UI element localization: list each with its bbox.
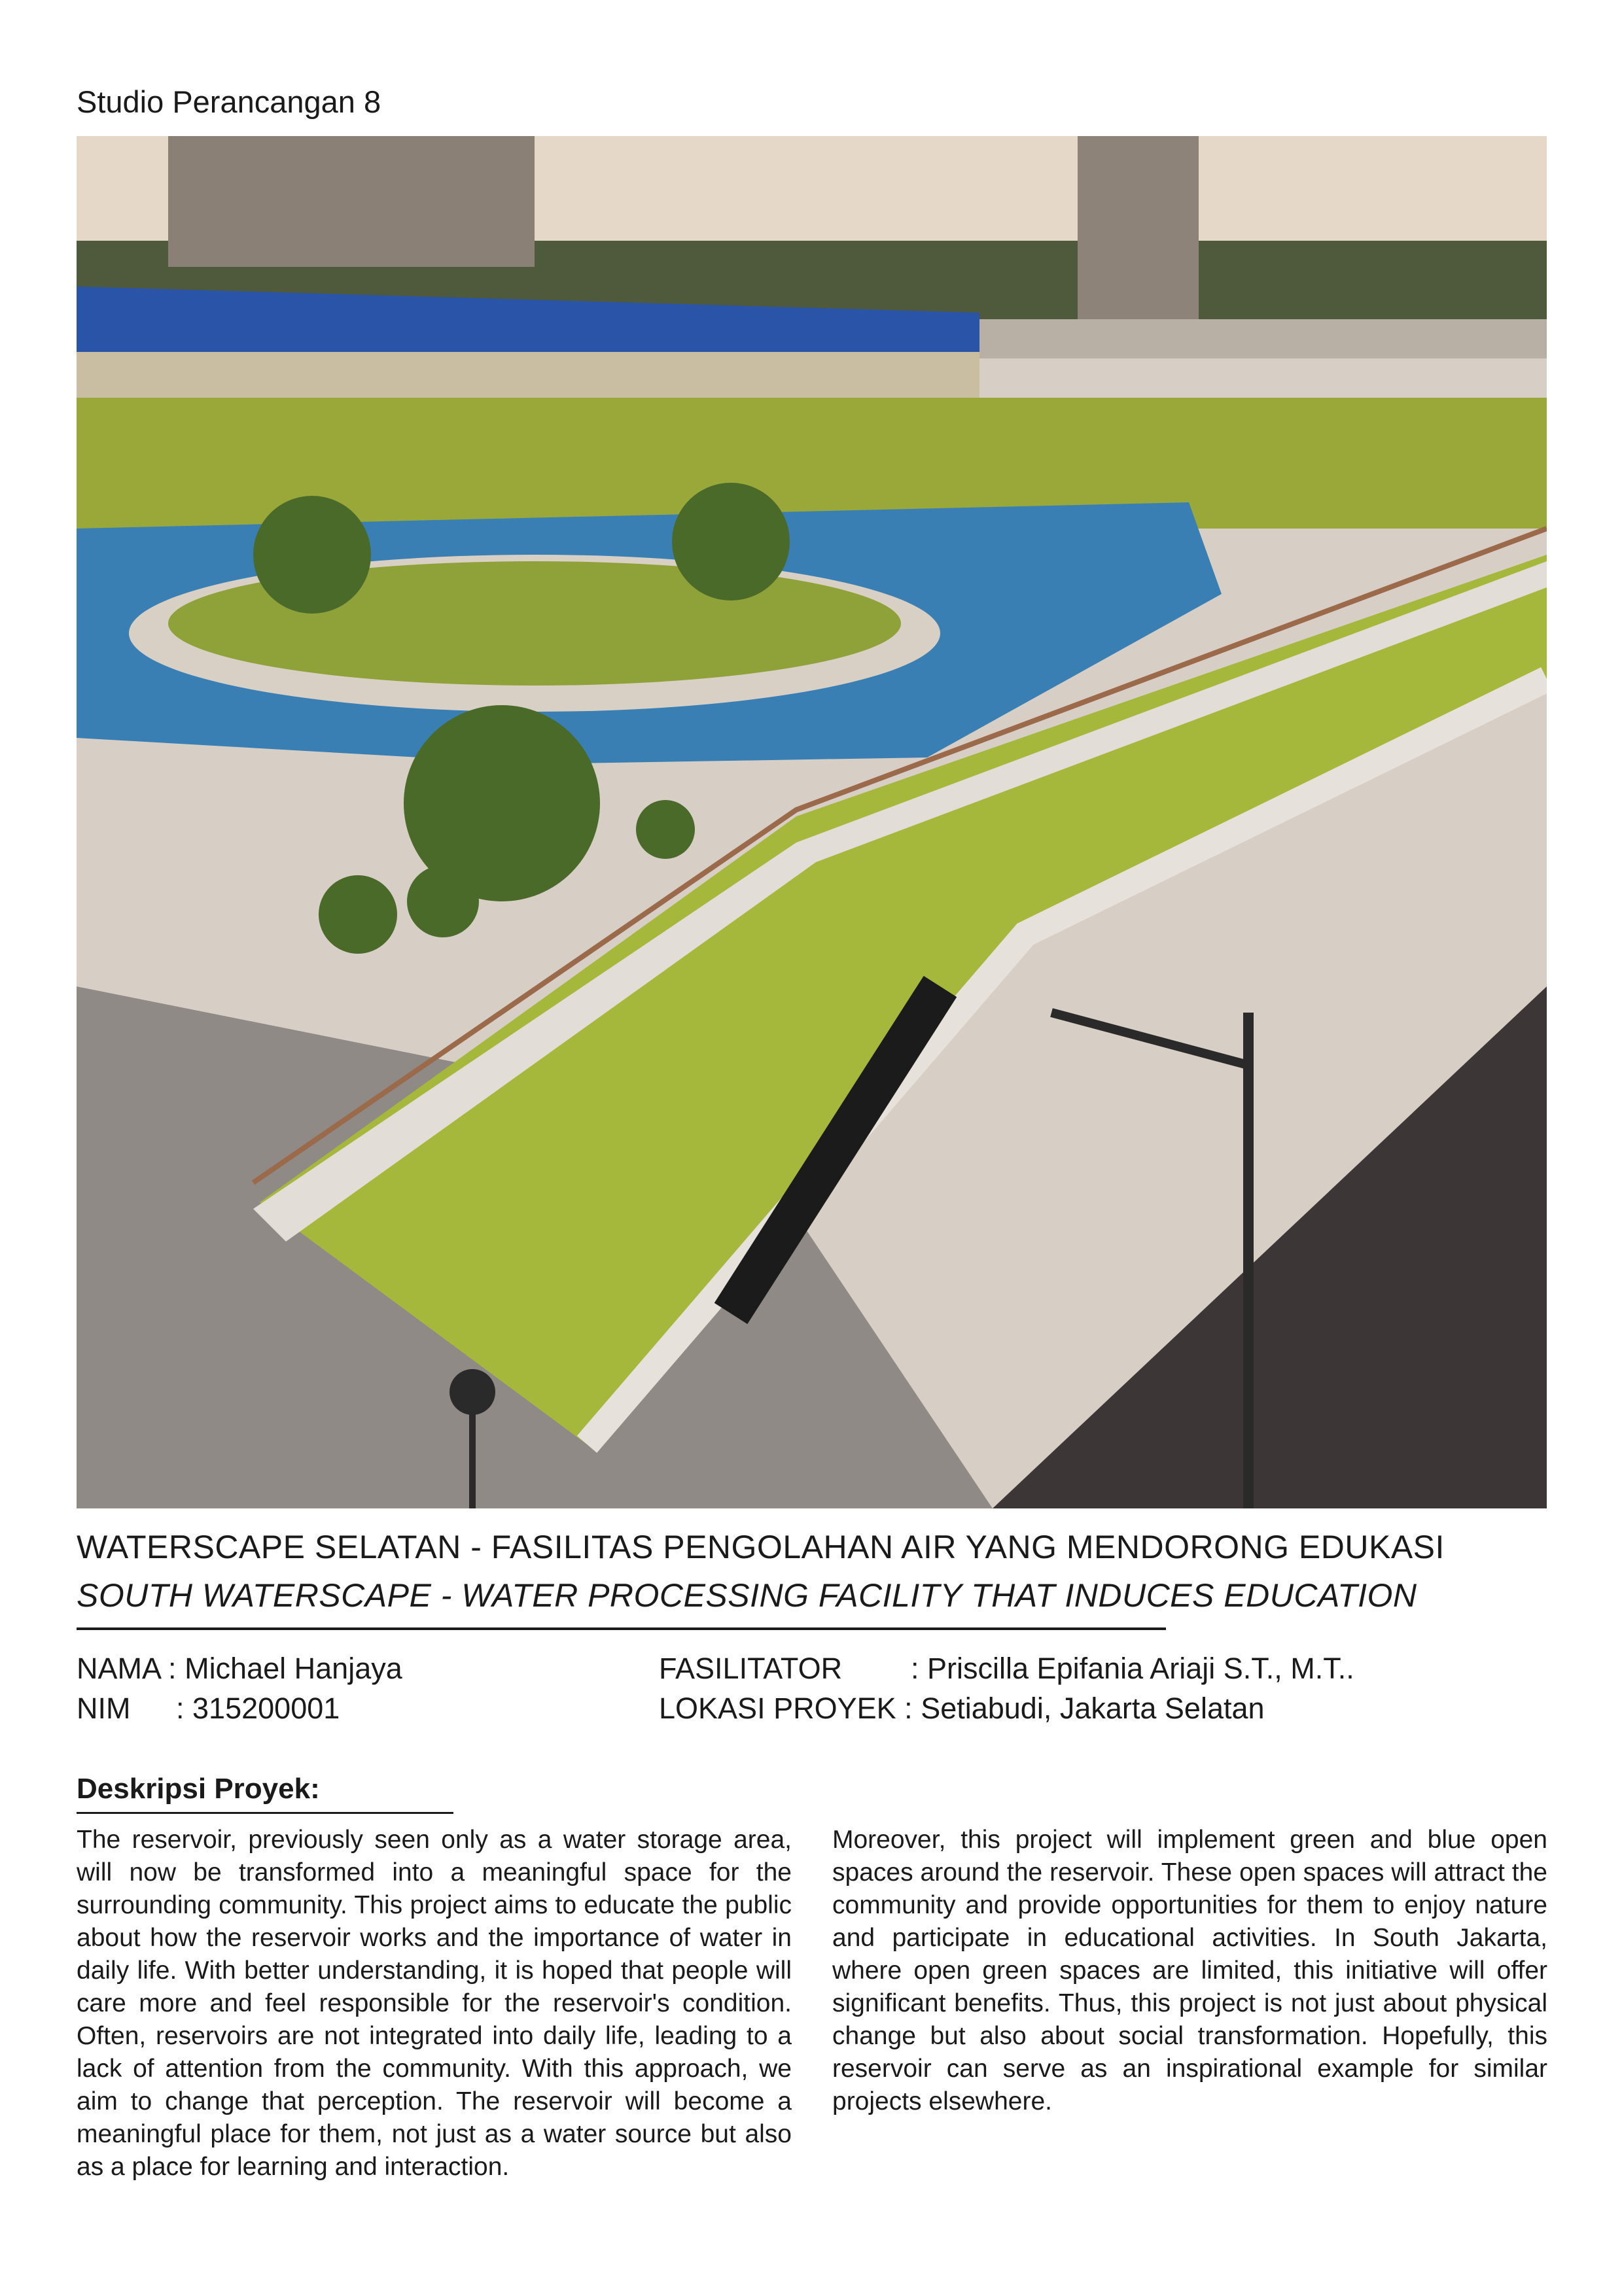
fasilitator-line: [659, 1652, 1354, 1686]
description-heading: Deskripsi Proyek:: [77, 1773, 320, 1805]
description-left-column: The reservoir, previously seen only as a water storage area, will now be transformed into a meaningful space for the surrounding community. This project aims to educate the public about how the reservoir works and the importance of water in daily life. With better understanding, it is hoped that people will care more and feel responsible for the reservoir's condition. Often, reservoirs are not integrated into daily life, leading to a lack of attention from the community. With this approach, we aim to change that perception. The reservoir will become a meaningful place for them, not just as a water source but also as a place for learning and interaction.: [77, 1826, 792, 2181]
project-render-image: [77, 136, 1547, 1508]
fasilitator-separator: :: [911, 1652, 919, 1685]
project-title-english: SOUTH WATERSCAPE - WATER PROCESSING FACILITY THAT INDUCES EDUCATION: [77, 1577, 1417, 1614]
nim-separator: :: [176, 1692, 185, 1725]
render-illustration: [77, 136, 1547, 1508]
nama-line: [77, 1652, 402, 1686]
description-right-column: Moreover, this project will implement green and blue open spaces around the reservoir. These open spaces will attract the community and provide opportunities for them to enjoy nature and participate in educational activities. In South Jakarta, where open green spaces are limited, this initiative will offer significant benefits. Thus, this project is not just about physical change but also about social transformation. Hopefully, this reservoir can serve as an inspirational example for similar projects elsewhere.: [832, 1826, 1547, 2115]
title-divider: [77, 1627, 1166, 1630]
description-divider: [77, 1812, 453, 1814]
project-title-indonesian: WATERSCAPE SELATAN - FASILITAS PENGOLAHAN AIR YANG MENDORONG EDUKASI: [77, 1529, 1445, 1565]
nama-separator: :: [168, 1652, 177, 1685]
nim-value: 315200001: [192, 1692, 340, 1725]
fasilitator-value: Priscilla Epifania Ariaji S.T., M.T..: [927, 1652, 1354, 1685]
nama-value: Michael Hanjaya: [185, 1652, 402, 1685]
lokasi-label: LOKASI PROYEK: [659, 1692, 896, 1725]
lokasi-value: Setiabudi, Jakarta Selatan: [921, 1692, 1265, 1725]
studio-label: Studio Perancangan 8: [77, 84, 381, 119]
lokasi-line: [659, 1692, 1265, 1726]
nama-label-text: NAMA: [77, 1652, 160, 1685]
lokasi-separator: :: [904, 1692, 913, 1725]
nim-label: NIM: [77, 1692, 131, 1725]
nim-line: [77, 1692, 340, 1726]
fasilitator-label: FASILITATOR: [659, 1652, 843, 1685]
